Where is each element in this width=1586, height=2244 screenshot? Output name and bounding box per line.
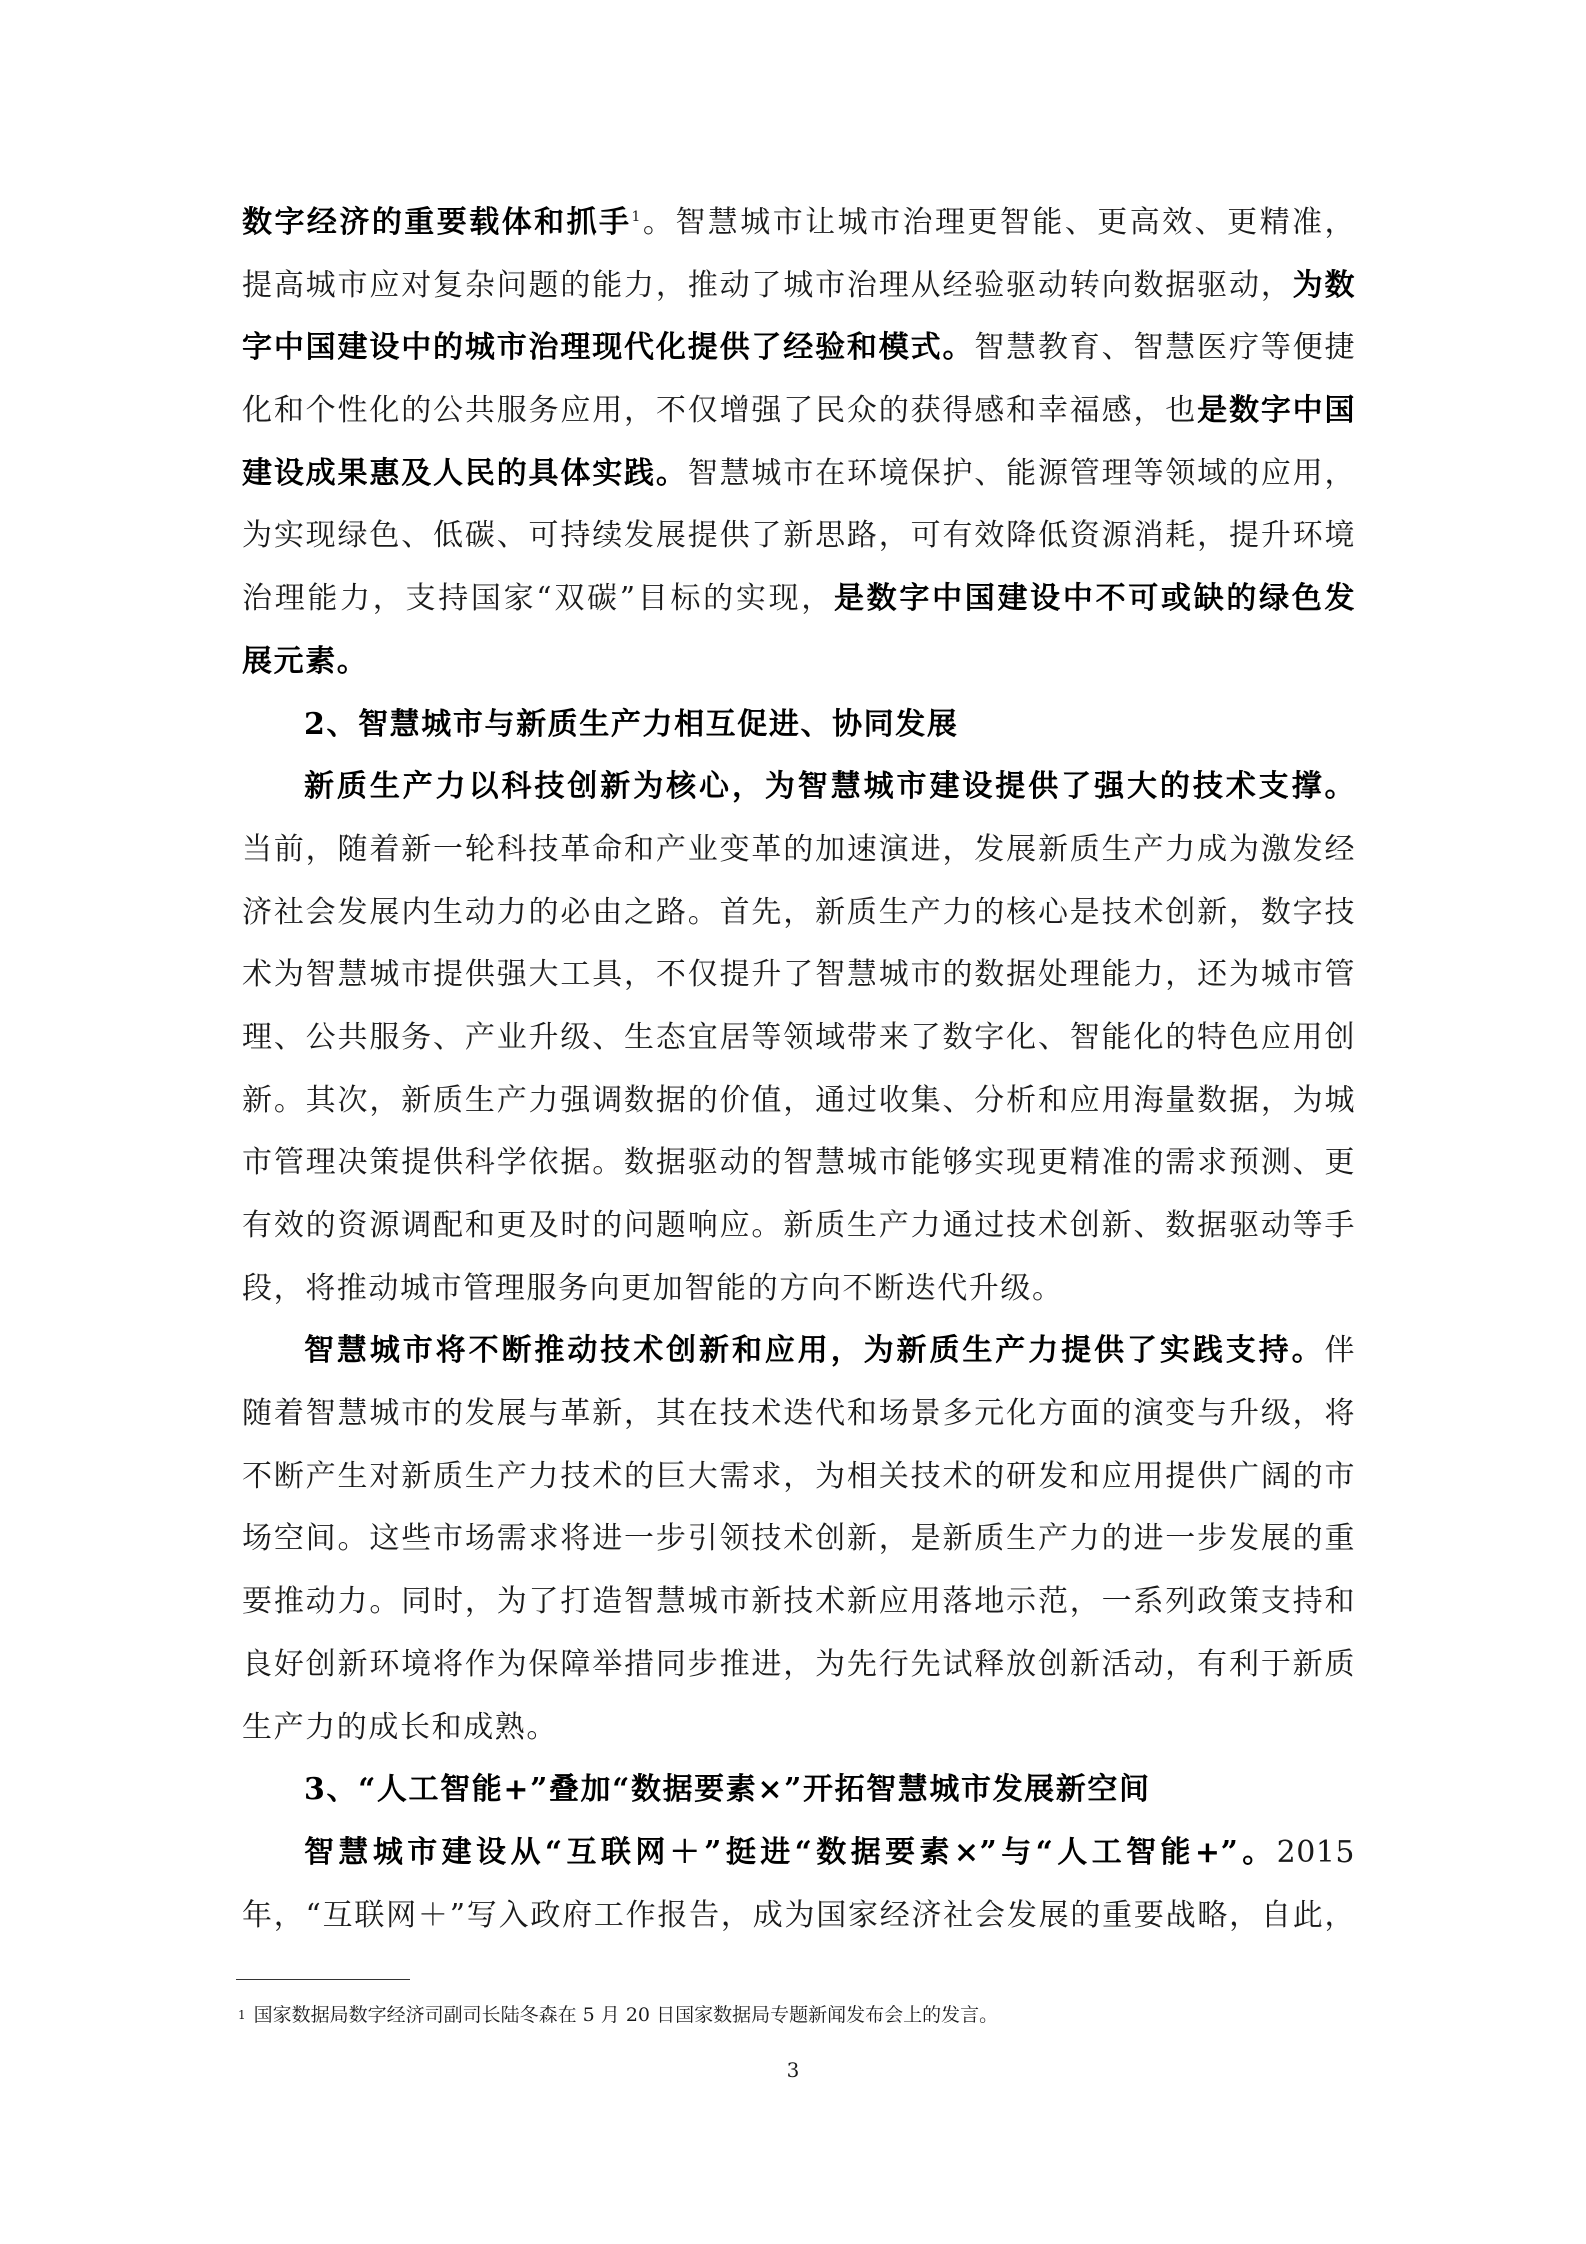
bold-text: 字中国建设中的城市治理现代化提供了经验和模式。 <box>242 330 975 366</box>
text-run: 当前，随着新一轮科技革命和产业变革的加速演进，发展新质生产力成为激发经 <box>242 831 1355 867</box>
text-run: 良好创新环境将作为保障举措同步推进，为先行先试释放创新活动，有利于新质 <box>242 1646 1355 1682</box>
text-run: 随着智慧城市的发展与革新，其在技术迭代和场景多元化方面的演变与升级，将 <box>242 1396 1355 1432</box>
text-line <box>242 255 1355 318</box>
text-line <box>242 1258 1355 1321</box>
text-run: 段，将推动城市管理服务向更加智能的方向不断迭代升级。 <box>242 1270 1064 1306</box>
text-run: 要推动力。同时，为了打造智慧城市新技术新应用落地示范，一系列政策支持和 <box>242 1584 1355 1620</box>
body-text <box>242 192 1355 1947</box>
text-line <box>242 1697 1355 1760</box>
bold-text: 是数字中国 <box>1197 393 1356 429</box>
text-line <box>242 944 1355 1007</box>
text-line <box>242 568 1355 631</box>
text-line <box>242 1007 1355 1070</box>
text-line <box>242 1070 1355 1133</box>
text-line <box>242 1508 1355 1571</box>
text-line <box>242 882 1355 945</box>
text-line <box>242 1383 1355 1446</box>
bold-text: 建设成果惠及人民的具体实践。 <box>242 455 688 491</box>
bold-text: 展元素。 <box>242 643 369 679</box>
text-line <box>242 505 1355 568</box>
text-run: 新。其次，新质生产力强调数据的价值，通过收集、分析和应用海量数据，为城 <box>242 1082 1355 1118</box>
text-line <box>242 1195 1355 1258</box>
text-line <box>242 1132 1355 1195</box>
text-run: 市管理决策提供科学依据。数据驱动的智慧城市能够实现更精准的需求预测、更 <box>242 1145 1355 1181</box>
text-line <box>242 1885 1355 1948</box>
text-run: 2015 <box>1276 1834 1355 1870</box>
text-run: 不断产生对新质生产力技术的巨大需求，为相关技术的研发和应用提供广阔的市 <box>242 1458 1355 1494</box>
bold-text: 新质生产力以科技创新为核心，为智慧城市建设提供了强大的技术支撑。 <box>304 769 1355 805</box>
text-line <box>242 317 1355 380</box>
text-run: 年，“互联网＋”写入政府工作报告，成为国家经济社会发展的重要战略，自此， <box>242 1897 1355 1933</box>
bold-text: 2、智慧城市与新质生产力相互促进、协同发展 <box>304 706 959 742</box>
text-run: 伴 <box>1324 1333 1355 1369</box>
text-run: 化和个性化的公共服务应用，不仅增强了民众的获得感和幸福感，也 <box>242 393 1198 429</box>
text-run: 提高城市应对复杂问题的能力，推动了城市治理从经验驱动转向数据驱动， <box>242 267 1293 303</box>
bold-text: 智慧城市建设从“互联网＋”挺进“数据要素×”与“人工智能+”。 <box>304 1834 1277 1870</box>
section-heading <box>242 694 1355 757</box>
text-line <box>242 443 1355 506</box>
text-line <box>242 756 1355 819</box>
text-run: 生产力的成长和成熟。 <box>242 1709 558 1745</box>
text-run: 术为智慧城市提供强大工具，不仅提升了智慧城市的数据处理能力，还为城市管 <box>242 957 1355 993</box>
text-run: 为实现绿色、低碳、可持续发展提供了新思路，可有效降低资源消耗，提升环境 <box>242 518 1355 554</box>
bold-text: 3、“人工智能+”叠加“数据要素×”开拓智慧城市发展新空间 <box>304 1772 1151 1808</box>
text-line <box>242 1822 1355 1885</box>
text-run: 智慧城市在环境保护、能源管理等领域的应用， <box>687 455 1356 491</box>
text-run: 理、公共服务、产业升级、生态宜居等领域带来了数字化、智能化的特色应用创 <box>242 1019 1355 1055</box>
text-run: 。智慧城市让城市治理更智能、更高效、更精准， <box>640 205 1356 240</box>
footnote-reference: 1 <box>631 209 641 225</box>
text-run: 济社会发展内生动力的必由之路。首先，新质生产力的核心是技术创新，数字技 <box>242 894 1355 930</box>
text-line <box>242 819 1355 882</box>
section-heading <box>242 1759 1355 1822</box>
text-run: 治理能力，支持国家“双碳”目标的实现， <box>242 581 834 617</box>
text-line <box>242 192 1355 255</box>
text-line <box>242 380 1355 443</box>
text-line <box>242 1446 1355 1509</box>
text-run: 场空间。这些市场需求将进一步引领技术创新，是新质生产力的进一步发展的重 <box>242 1521 1355 1557</box>
text-run: 智慧教育、智慧医疗等便捷 <box>974 330 1356 366</box>
page-number: 3 <box>786 2058 800 2082</box>
footnote-mark: 1 <box>238 2008 246 2022</box>
bold-text: 是数字中国建设中不可或缺的绿色发 <box>833 581 1355 617</box>
bold-text: 智慧城市将不断推动技术创新和应用，为新质生产力提供了实践支持。 <box>304 1333 1325 1369</box>
text-run: 有效的资源调配和更及时的问题响应。新质生产力通过技术创新、数据驱动等手 <box>242 1208 1355 1243</box>
text-line <box>242 1320 1355 1383</box>
text-line <box>242 1634 1355 1697</box>
text-line <box>242 1571 1355 1634</box>
footnote <box>238 2001 998 2029</box>
footnote-divider <box>236 1979 410 1980</box>
bold-text: 数字经济的重要载体和抓手 <box>242 205 632 240</box>
text-line <box>242 631 1355 694</box>
footnote-text: 国家数据局数字经济司副司长陆冬森在 5 月 20 日国家数据局专题新闻发布会上的发言。 <box>253 2004 999 2026</box>
bold-text: 为数 <box>1292 267 1356 303</box>
